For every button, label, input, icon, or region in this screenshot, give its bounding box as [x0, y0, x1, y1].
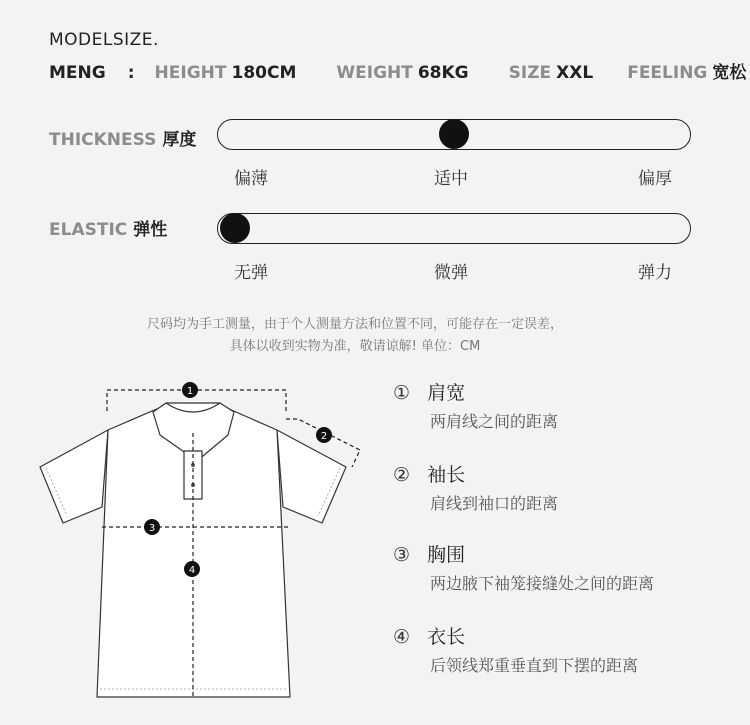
- model-size-title: MODELSIZE.: [49, 30, 159, 50]
- thickness-tick-low: 偏薄: [234, 169, 268, 189]
- model-name: MENG: [49, 63, 106, 83]
- legend-desc-2: 肩线到袖口的距离: [430, 494, 559, 513]
- legend-num-2: ②: [393, 464, 411, 486]
- marker-3-label: 3: [148, 523, 156, 534]
- polo-shirt-icon: [30, 375, 370, 710]
- elastic-tick-mid: 微弹: [434, 263, 468, 283]
- legend-title-1: 肩宽: [427, 382, 466, 404]
- height-value: 180CM: [231, 63, 297, 83]
- legend-item-chest: [393, 540, 465, 567]
- note-line-1: 尺码均为手工测量，由于个人测量方法和位置不同，可能存在一定误差，: [146, 317, 563, 332]
- elastic-scale-knob: [220, 213, 250, 243]
- thickness-scale-track: [217, 119, 691, 150]
- legend-desc-4: 后领线郑重垂直到下摆的距离: [430, 656, 639, 675]
- legend-desc-1: 两肩线之间的距离: [430, 412, 559, 431]
- elastic-tick-high: 弹力: [638, 263, 672, 283]
- legend-desc-3: 两边腋下袖笼接缝处之间的距离: [430, 574, 655, 593]
- thickness-label-en: THICKNESS: [49, 130, 157, 150]
- feeling-value: 宽松: [712, 63, 747, 83]
- legend-title-4: 衣长: [427, 626, 466, 648]
- legend-title-2: 袖长: [427, 464, 466, 486]
- thickness-label-cn: 厚度: [162, 130, 197, 150]
- model-colon: :: [127, 63, 135, 83]
- thickness-scale-knob: [439, 119, 469, 149]
- note-line-2: 具体以收到实物为准，敬请谅解! 单位：CM: [229, 339, 481, 354]
- elastic-label-en: ELASTIC: [49, 220, 128, 240]
- marker-2-label: 2: [320, 431, 328, 442]
- legend-num-1: ①: [393, 382, 411, 404]
- model-info-row: [49, 58, 746, 83]
- thickness-tick-high: 偏厚: [638, 169, 672, 189]
- thickness-label: [49, 125, 196, 150]
- elastic-label: [49, 215, 167, 240]
- elastic-scale-track: [217, 213, 691, 244]
- legend-title-3: 胸围: [427, 544, 466, 566]
- elastic-tick-low: 无弹: [234, 263, 268, 283]
- weight-label: WEIGHT: [336, 63, 413, 83]
- measurement-note: [0, 314, 710, 358]
- size-value: XXL: [556, 63, 594, 83]
- legend-item-sleeve: [393, 460, 465, 487]
- marker-1-label: 1: [186, 386, 194, 397]
- elastic-label-cn: 弹性: [133, 220, 168, 240]
- legend-item-length: [393, 622, 465, 649]
- thickness-tick-mid: 适中: [434, 169, 468, 189]
- legend-num-3: ③: [393, 544, 411, 566]
- legend-item-shoulder: [393, 378, 465, 405]
- weight-value: 68KG: [417, 63, 469, 83]
- height-label: HEIGHT: [154, 63, 227, 83]
- marker-4-label: 4: [188, 565, 196, 576]
- legend-num-4: ④: [393, 626, 411, 648]
- feeling-label: FEELING: [627, 63, 708, 83]
- size-label: SIZE: [508, 63, 552, 83]
